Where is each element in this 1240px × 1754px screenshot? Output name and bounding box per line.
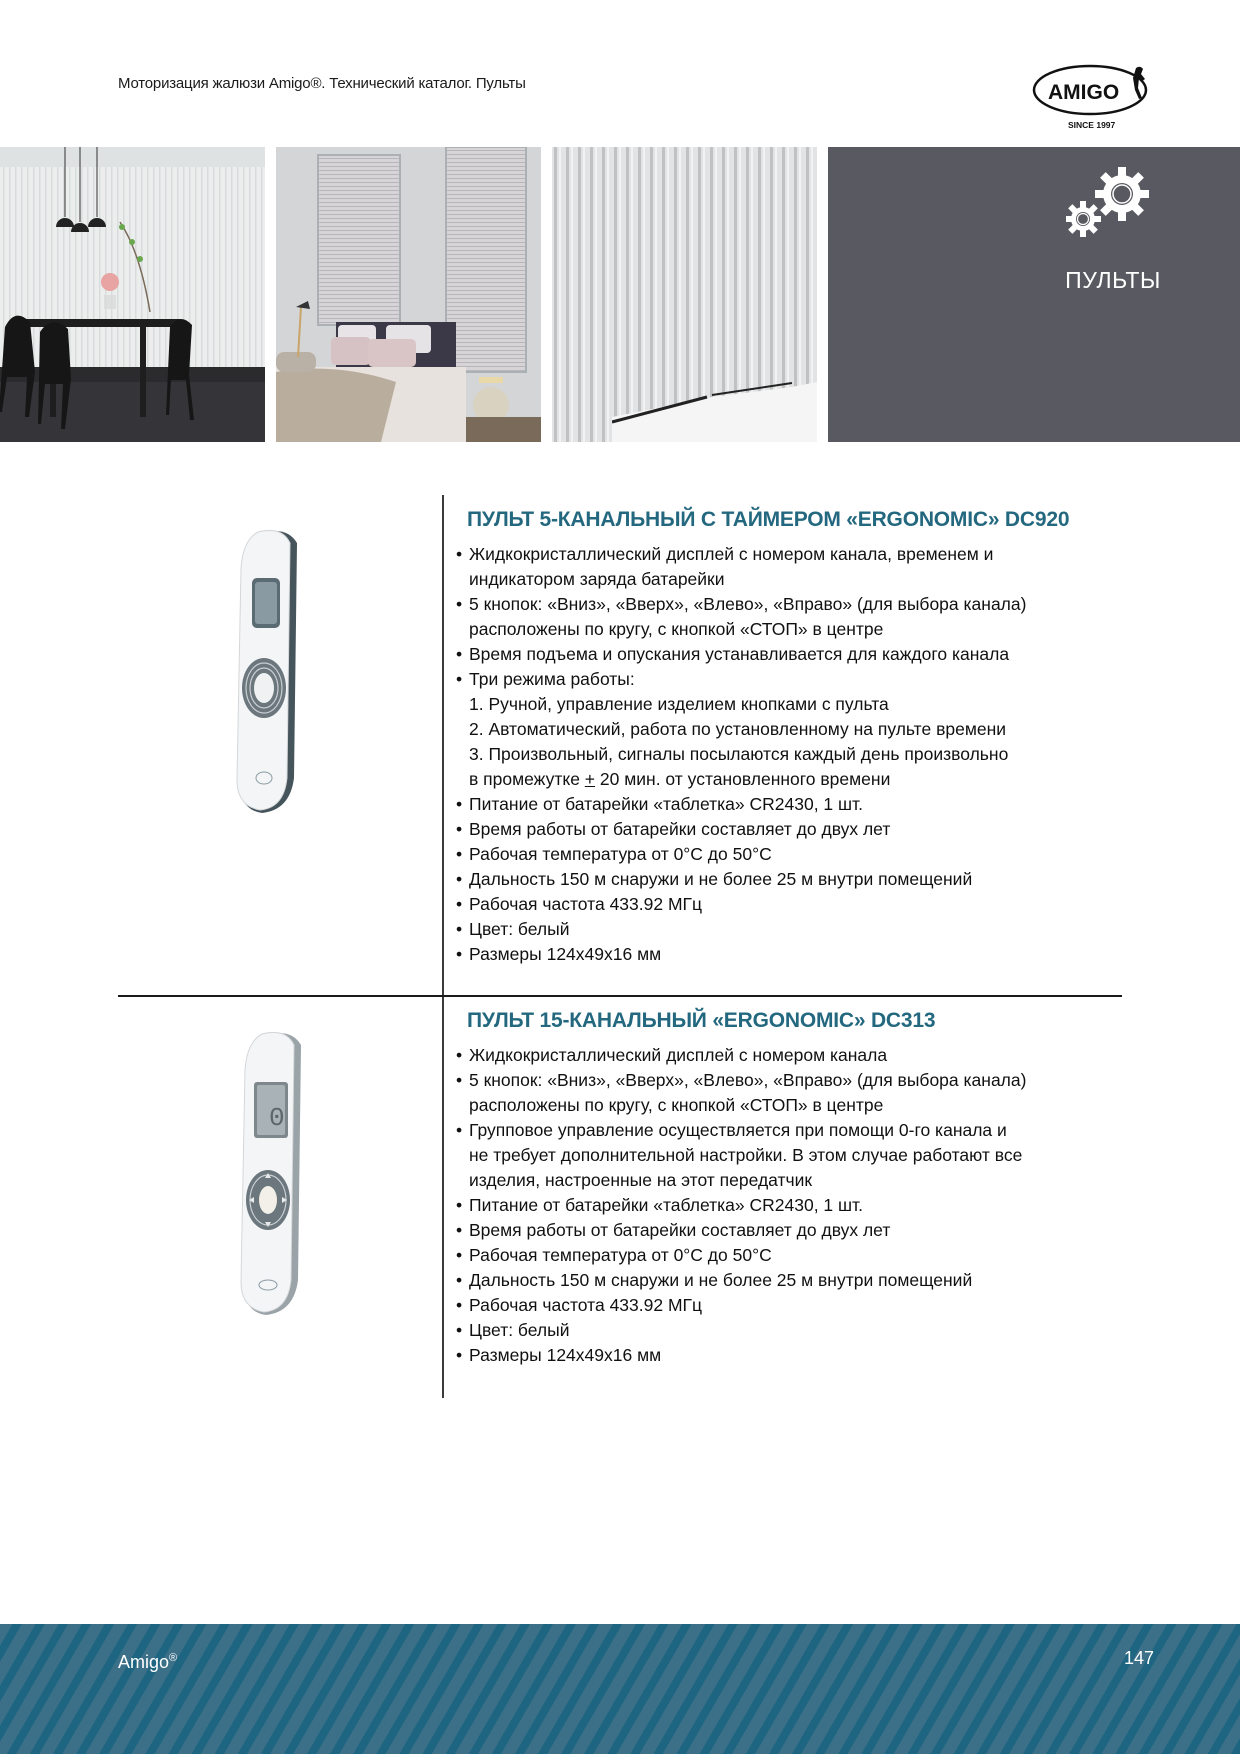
product-title: ПУЛЬТ 5-КАНАЛЬНЫЙ С ТАЙМЕРОМ «ERGONOMIC» DC920: [467, 508, 1070, 531]
spec-item: • Жидкокристаллический дисплей с номером канала: [456, 1043, 1136, 1068]
gears-icon: [1066, 167, 1156, 239]
vertical-blinds-closeup-photo: [552, 147, 817, 442]
column-divider: [442, 495, 444, 1398]
registered-mark: ®: [169, 1652, 178, 1664]
remote-dc920-photo: [232, 528, 322, 818]
spec-item-continuation: не требует дополнительной настройки. В этом случае работают все: [469, 1145, 1023, 1165]
spec-item: • Групповое управление осуществляется при помощи 0-го канала и: [456, 1118, 1136, 1143]
plus-minus-sign: +: [584, 769, 596, 789]
spec-item: • Размеры 124x49x16 мм: [456, 1343, 1136, 1368]
spec-item: • Время подъема и опускания устанавливается для каждого канала: [456, 642, 1136, 667]
product-title: ПУЛЬТ 15-КАНАЛЬНЫЙ «ERGONOMIC» DC313: [467, 1009, 936, 1032]
product-dc313: [456, 1009, 1136, 1368]
spec-item-continuation: изделия, настроенные на этот передатчик: [469, 1170, 813, 1190]
section-panel: [828, 147, 1240, 442]
spec-item: • Три режима работы:: [456, 667, 1136, 692]
logo-text: AMIGO: [1048, 81, 1120, 104]
spec-item: • Рабочая температура от 0°C до 50°C: [456, 842, 1136, 867]
spec-item: • Питание от батарейки «таблетка» CR2430, 1 шт.: [456, 792, 1136, 817]
mode-item: 3. Произвольный, сигналы посылаются каждый день произвольно: [469, 744, 1009, 764]
running-header: Моторизация жалюзи Amigo®. Технический каталог. Пульты: [118, 75, 526, 92]
spec-item: • Жидкокристаллический дисплей с номером канала, временем и: [456, 542, 1136, 567]
spec-item: • Дальность 150 м снаружи и не более 25 м внутри помещений: [456, 1268, 1136, 1293]
spec-item: • 5 кнопок: «Вниз», «Вверх», «Влево», «Вправо» (для выбора канала): [456, 1068, 1136, 1093]
section-title: ПУЛЬТЫ: [1065, 267, 1161, 293]
amigo-logo: [1032, 58, 1154, 130]
page-footer: [0, 1624, 1240, 1754]
spec-item-continuation: расположены по кругу, с кнопкой «СТОП» в центре: [469, 619, 884, 639]
spec-item-continuation: в промежутке + 20 мин. от установленного времени: [469, 769, 891, 789]
spec-item: • Размеры 124x49x16 мм: [456, 942, 1136, 967]
spec-item: • Время работы от батарейки составляет до двух лет: [456, 1218, 1136, 1243]
spec-item: • Рабочая частота 433.92 МГц: [456, 1293, 1136, 1318]
row-divider: [118, 995, 1122, 997]
spec-item: • 5 кнопок: «Вниз», «Вверх», «Влево», «Вправо» (для выбора канала): [456, 592, 1136, 617]
spec-item: • Цвет: белый: [456, 917, 1136, 942]
footer-brand: [118, 1652, 177, 1673]
spec-item: • Питание от батарейки «таблетка» CR2430, 1 шт.: [456, 1193, 1136, 1218]
bedroom-venetian-blinds-photo: [276, 147, 541, 442]
page-number: 147: [1124, 1648, 1155, 1668]
spec-list: [456, 542, 1136, 967]
mode-item: 1. Ручной, управление изделием кнопками с пульта: [469, 694, 889, 714]
product-dc920: [456, 508, 1136, 967]
dining-room-vertical-blinds-photo: [0, 147, 265, 442]
spec-item-continuation: расположены по кругу, с кнопкой «СТОП» в центре: [469, 1095, 884, 1115]
spec-item: • Цвет: белый: [456, 1318, 1136, 1343]
spec-item: • Дальность 150 м снаружи и не более 25 м внутри помещений: [456, 867, 1136, 892]
remote-dc313-photo: [236, 1030, 326, 1320]
spec-item: • Время работы от батарейки составляет до двух лет: [456, 817, 1136, 842]
logo-tagline: SINCE 1997: [1068, 120, 1116, 130]
spec-item: • Рабочая частота 433.92 МГц: [456, 892, 1136, 917]
spec-item: • Рабочая температура от 0°C до 50°C: [456, 1243, 1136, 1268]
mode-item: 2. Автоматический, работа по установленному на пульте времени: [469, 719, 1007, 739]
spec-item-continuation: индикатором заряда батарейки: [469, 569, 725, 589]
spec-list: [456, 1043, 1136, 1368]
footer-brand-name: Amigo: [118, 1652, 170, 1672]
svg-text:0: 0: [269, 1103, 285, 1133]
